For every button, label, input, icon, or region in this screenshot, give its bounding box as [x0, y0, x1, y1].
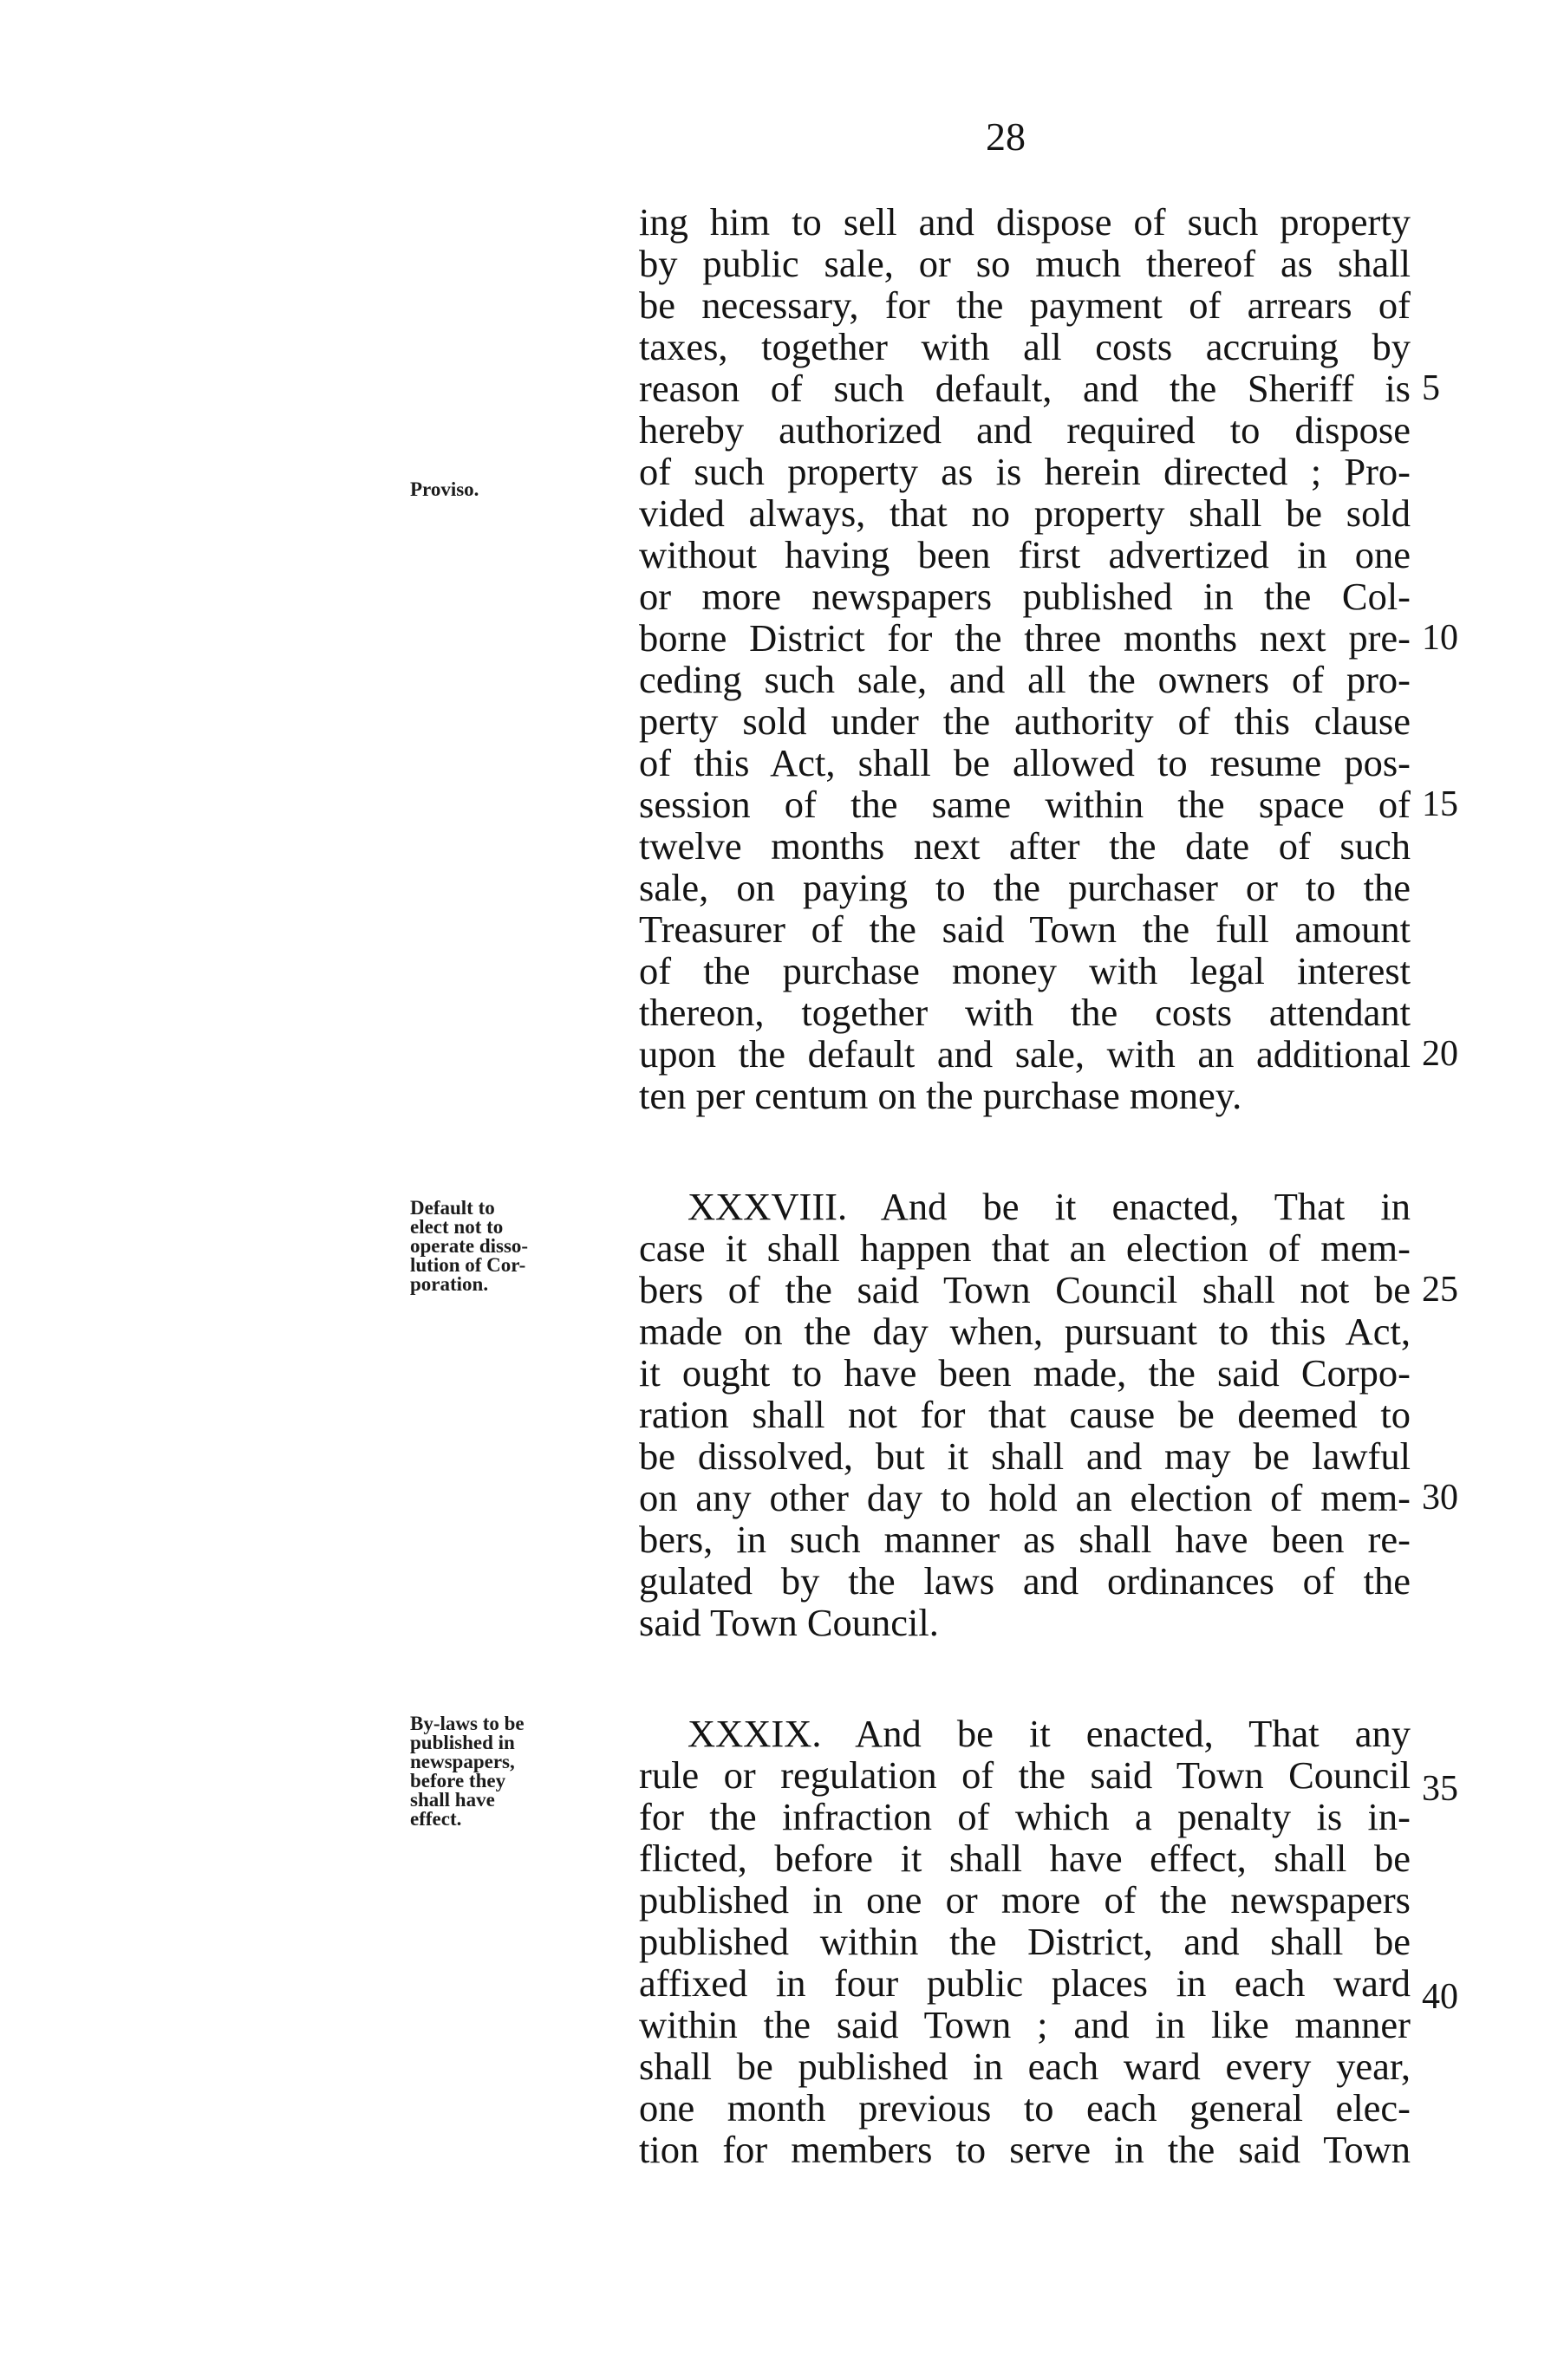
margin-note-line: poration.: [410, 1273, 489, 1295]
text-line: shall be published in each ward every year,: [639, 2045, 1411, 2088]
text-line: of such property as is herein directed ; Pro-: [639, 450, 1411, 493]
text-line: of the purchase money with legal interest: [639, 949, 1411, 992]
margin-note-line: lution of Cor-: [410, 1254, 526, 1276]
line-number: 5: [1422, 368, 1440, 408]
text-line: published in one or more of the newspapers: [639, 1878, 1411, 1922]
line-number: 40: [1422, 1977, 1458, 2017]
text-line: for the infraction of which a penalty is in-: [639, 1795, 1411, 1838]
text-line: on any other day to hold an election of mem-: [639, 1476, 1411, 1519]
margin-note-line: newspapers,: [410, 1751, 515, 1772]
text-line: thereon, together with the costs attendant: [639, 991, 1411, 1034]
text-line: upon the default and sale, with an additional: [639, 1032, 1411, 1076]
margin-note-line: published in: [410, 1732, 515, 1753]
text-line: perty sold under the authority of this clause: [639, 699, 1411, 743]
text-line: or more newspapers published in the Col-: [639, 575, 1411, 618]
margin-note-line: shall have: [410, 1789, 495, 1811]
margin-note-line: before they: [410, 1770, 506, 1792]
page-number: 28: [986, 114, 1026, 159]
text-line: twelve months next after the date of such: [639, 824, 1411, 868]
text-line: it ought to have been made, the said Corpo-: [639, 1351, 1411, 1395]
text-line: tion for members to serve in the said Town: [639, 2128, 1411, 2171]
margin-note-proviso: [410, 480, 609, 499]
margin-note-line: Default to: [410, 1197, 495, 1219]
text-line: hereby authorized and required to dispose: [639, 408, 1411, 452]
section-xxxviii: [639, 1186, 1411, 1643]
line-number: 35: [1422, 1769, 1458, 1809]
text-line: vided always, that no property shall be sold: [639, 491, 1411, 535]
text-line: Treasurer of the said Town the full amount: [639, 907, 1411, 951]
text-line: session of the same within the space of: [639, 783, 1411, 826]
margin-note-by-laws: [410, 1714, 609, 1829]
text-line: ing him to sell and dispose of such property: [639, 200, 1411, 244]
margin-note-line: By-laws to be: [410, 1713, 525, 1734]
text-line: be dissolved, but it shall and may be lawful: [639, 1434, 1411, 1478]
text-line: affixed in four public places in each ward: [639, 1961, 1411, 2005]
text-line: published within the District, and shall be: [639, 1920, 1411, 1963]
text-line: bers of the said Town Council shall not be: [639, 1268, 1411, 1311]
margin-note-line: elect not to: [410, 1216, 504, 1238]
text-line: be necessary, for the payment of arrears of: [639, 283, 1411, 327]
text-line: borne District for the three months next pre-: [639, 616, 1411, 660]
text-line: ten per centum on the purchase money.: [639, 1074, 1242, 1117]
text-line: reason of such default, and the Sheriff is: [639, 367, 1411, 410]
text-line: rule or regulation of the said Town Council: [639, 1753, 1411, 1797]
text-line: flicted, before it shall have effect, shall be: [639, 1837, 1411, 1880]
line-number: 10: [1422, 618, 1458, 658]
margin-note-default-to-elect: [410, 1199, 609, 1294]
section-heading-line: XXXIX. And be it enacted, That any: [688, 1712, 1411, 1755]
line-number: 30: [1422, 1478, 1458, 1518]
text-line: taxes, together with all costs accruing by: [639, 325, 1411, 368]
text-line: by public sale, or so much thereof as shall: [639, 242, 1411, 285]
margin-note-line: Proviso.: [410, 478, 479, 500]
text-line: one month previous to each general elec-: [639, 2086, 1411, 2130]
body-text: [639, 201, 1411, 2170]
text-line: made on the day when, pursuant to this Act,: [639, 1310, 1411, 1353]
text-line: said Town Council.: [639, 1601, 939, 1644]
section-xxxix: [639, 1713, 1411, 2170]
text-line: of this Act, shall be allowed to resume pos-: [639, 741, 1411, 784]
section-heading-line: XXXVIII. And be it enacted, That in: [688, 1185, 1411, 1228]
text-line: within the said Town ; and in like manner: [639, 2003, 1411, 2046]
text-line: without having been first advertized in one: [639, 533, 1411, 576]
margin-note-line: effect.: [410, 1808, 462, 1830]
text-line: ceding such sale, and all the owners of pro-: [639, 658, 1411, 701]
line-number: 20: [1422, 1034, 1458, 1074]
text-line: gulated by the laws and ordinances of the: [639, 1559, 1411, 1603]
line-number: 25: [1422, 1270, 1458, 1310]
text-line: sale, on paying to the purchaser or to the: [639, 866, 1411, 909]
paragraph-continuation: [639, 201, 1411, 1116]
text-line: ration shall not for that cause be deemed to: [639, 1393, 1411, 1436]
line-number: 15: [1422, 784, 1458, 824]
text-line: bers, in such manner as shall have been re-: [639, 1518, 1411, 1561]
margin-note-line: operate disso-: [410, 1235, 529, 1257]
text-line: case it shall happen that an election of mem-: [639, 1226, 1411, 1270]
